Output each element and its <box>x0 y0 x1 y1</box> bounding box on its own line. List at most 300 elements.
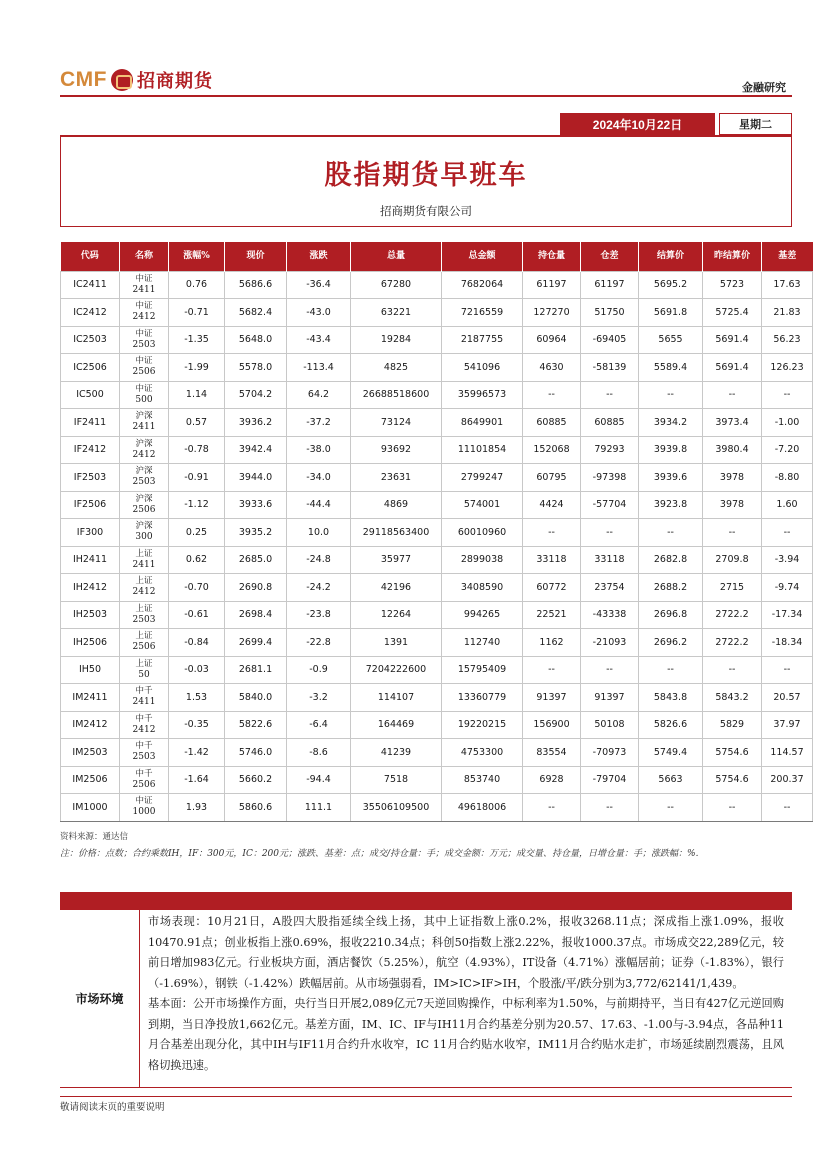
contract-name-cell <box>120 546 169 574</box>
table-cell: 1.14 <box>169 381 225 409</box>
table-cell: -34.0 <box>287 464 351 492</box>
table-cell: 7216559 <box>442 299 523 327</box>
table-row <box>61 409 813 437</box>
table-cell: -0.71 <box>169 299 225 327</box>
table-cell: -- <box>639 656 703 684</box>
column-header: 名称 <box>120 242 169 271</box>
table-cell: -- <box>762 794 813 822</box>
table-cell: 164469 <box>351 711 442 739</box>
table-cell: -- <box>581 519 639 547</box>
table-cell: 60885 <box>581 409 639 437</box>
table-cell: 5843.2 <box>703 684 762 712</box>
table-row <box>61 271 813 299</box>
table-body <box>61 271 813 821</box>
footer-disclaimer: 敬请阅读末页的重要说明 <box>60 1102 165 1113</box>
table-cell: -113.4 <box>287 354 351 382</box>
title-box <box>60 135 792 227</box>
table-cell: 35996573 <box>442 381 523 409</box>
table-cell: 60795 <box>523 464 581 492</box>
table-row <box>61 354 813 382</box>
table-cell: 127270 <box>523 299 581 327</box>
contract-index-name: 中证 <box>135 301 153 312</box>
contract-name-cell <box>120 271 169 299</box>
table-cell: 2696.8 <box>639 601 703 629</box>
table-cell: 73124 <box>351 409 442 437</box>
contract-code-cell: IH2503 <box>61 601 120 629</box>
table-cell: 20.57 <box>762 684 813 712</box>
table-cell: 1.53 <box>169 684 225 712</box>
table-cell: -69405 <box>581 326 639 354</box>
table-cell: -8.80 <box>762 464 813 492</box>
contract-name-cell <box>120 711 169 739</box>
table-cell: 2187755 <box>442 326 523 354</box>
date-bar <box>560 113 792 135</box>
column-header: 涨幅% <box>169 242 225 271</box>
logo-cmf-text: CMF <box>60 68 107 91</box>
table-cell: -- <box>762 381 813 409</box>
table-row <box>61 711 813 739</box>
contract-code-cell: IH2412 <box>61 574 120 602</box>
market-environment-section <box>60 910 792 1088</box>
table-cell: -97398 <box>581 464 639 492</box>
table-cell: 49618006 <box>442 794 523 822</box>
table-cell: 60885 <box>523 409 581 437</box>
table-cell: 574001 <box>442 491 523 519</box>
table-row <box>61 299 813 327</box>
table-cell: 5691.4 <box>703 354 762 382</box>
table-cell: 5682.4 <box>225 299 287 327</box>
column-header: 结算价 <box>639 242 703 271</box>
table-cell: 2685.0 <box>225 546 287 574</box>
contract-code-cell: IF2412 <box>61 436 120 464</box>
contract-name-cell <box>120 409 169 437</box>
table-note: 注：价格：点数；合约乘数IH，IF：300元，IC：200元；涨跌、基差：点；成交/持仓量：手；成交金额：万元；成交量、持仓量，日增仓量：手；涨跌幅：%. <box>60 849 699 859</box>
contract-code-cell: IM2503 <box>61 739 120 767</box>
contract-month: 2411 <box>132 697 156 708</box>
table-cell: 56.23 <box>762 326 813 354</box>
market-environment-body <box>140 910 792 1087</box>
table-cell: 1162 <box>523 629 581 657</box>
table-cell: -- <box>523 656 581 684</box>
table-cell: 5723 <box>703 271 762 299</box>
logo-chinese-text: 招商期货 <box>137 71 213 92</box>
table-cell: -36.4 <box>287 271 351 299</box>
table-cell: 41239 <box>351 739 442 767</box>
table-cell: 2722.2 <box>703 629 762 657</box>
table-cell: 0.62 <box>169 546 225 574</box>
contract-month: 2411 <box>132 422 156 433</box>
table-row <box>61 629 813 657</box>
table-cell: 3939.6 <box>639 464 703 492</box>
table-cell: 23754 <box>581 574 639 602</box>
table-cell: -- <box>762 519 813 547</box>
table-cell: -94.4 <box>287 766 351 794</box>
table-cell: 3923.8 <box>639 491 703 519</box>
table-row <box>61 326 813 354</box>
table-cell: 5704.2 <box>225 381 287 409</box>
table-cell: -79704 <box>581 766 639 794</box>
table-cell: 5686.6 <box>225 271 287 299</box>
table-header-row <box>61 242 813 271</box>
report-date: 2024年10月22日 <box>560 113 715 135</box>
header-divider <box>60 95 792 97</box>
table-cell: 3980.4 <box>703 436 762 464</box>
table-cell: 5578.0 <box>225 354 287 382</box>
report-weekday: 星期二 <box>719 113 792 135</box>
contract-month: 2503 <box>132 614 156 625</box>
table-cell: -3.2 <box>287 684 351 712</box>
table-cell: 5655 <box>639 326 703 354</box>
table-cell: 2799247 <box>442 464 523 492</box>
table-cell: 111.1 <box>287 794 351 822</box>
contract-name-cell <box>120 326 169 354</box>
table-cell: 152068 <box>523 436 581 464</box>
contract-month: 2412 <box>132 587 156 598</box>
table-cell: -23.8 <box>287 601 351 629</box>
market-performance-paragraph: 市场表现：10月21日，A股四大股指延续全线上扬，其中上证指数上涨0.2%，报收3268.11点；深成指上涨1.09%，报收10470.91点；创业板指上涨0.69%，报收2210.34点；科创50指数上涨2.22%，报收1000.37点。市场成交22,289亿元，较前日增加983亿元。行业板块方面，酒店餐饮（5.25%），航空（4.93%），IT设备（4.71%）涨幅居前；证券（-1.83%），银行（-1.69%），钢铁（-1.42%）跌幅居前。从市场强弱看，IM>IC>IF>IH，个股涨/平/跌分别为3,772/62141/1,439。 <box>148 915 784 990</box>
table-cell: -- <box>703 381 762 409</box>
table-cell: -22.8 <box>287 629 351 657</box>
table-row <box>61 574 813 602</box>
table-cell: 93692 <box>351 436 442 464</box>
table-row <box>61 436 813 464</box>
table-row <box>61 739 813 767</box>
contract-month: 2506 <box>132 642 156 653</box>
table-cell: 114107 <box>351 684 442 712</box>
table-cell: 3944.0 <box>225 464 287 492</box>
table-cell: 541096 <box>442 354 523 382</box>
table-cell: -43338 <box>581 601 639 629</box>
contract-index-name: 上证 <box>135 548 153 559</box>
table-cell: 126.23 <box>762 354 813 382</box>
contract-name-cell <box>120 381 169 409</box>
table-cell: -0.78 <box>169 436 225 464</box>
logo-emblem-icon <box>111 69 133 91</box>
table-cell: 19220215 <box>442 711 523 739</box>
contract-month: 2503 <box>132 752 156 763</box>
table-cell: 0.76 <box>169 271 225 299</box>
table-cell: 5822.6 <box>225 711 287 739</box>
table-cell: 21.83 <box>762 299 813 327</box>
table-row <box>61 546 813 574</box>
contract-code-cell: IM2506 <box>61 766 120 794</box>
table-cell: 5840.0 <box>225 684 287 712</box>
contract-name-cell <box>120 491 169 519</box>
table-cell: 5749.4 <box>639 739 703 767</box>
table-cell: -1.64 <box>169 766 225 794</box>
table-cell: 29118563400 <box>351 519 442 547</box>
table-cell: -- <box>703 656 762 684</box>
table-cell: 2722.2 <box>703 601 762 629</box>
table-cell: 61197 <box>523 271 581 299</box>
table-cell: -43.4 <box>287 326 351 354</box>
table-cell: 5746.0 <box>225 739 287 767</box>
contract-code-cell: IM2412 <box>61 711 120 739</box>
contract-name-cell <box>120 739 169 767</box>
table-cell: -43.0 <box>287 299 351 327</box>
table-cell: 23631 <box>351 464 442 492</box>
company-name: 招商期货有限公司 <box>380 204 472 218</box>
contract-month: 2506 <box>132 367 156 378</box>
table-cell: 79293 <box>581 436 639 464</box>
table-cell: 51750 <box>581 299 639 327</box>
table-cell: -58139 <box>581 354 639 382</box>
table-cell: 5648.0 <box>225 326 287 354</box>
table-cell: 994265 <box>442 601 523 629</box>
data-source: 资料来源：通达信 <box>60 832 129 842</box>
contract-name-cell <box>120 574 169 602</box>
column-header: 基差 <box>762 242 813 271</box>
table-cell: 60772 <box>523 574 581 602</box>
contract-code-cell: IH2411 <box>61 546 120 574</box>
table-cell: 19284 <box>351 326 442 354</box>
table-cell: 26688518600 <box>351 381 442 409</box>
table-cell: -1.99 <box>169 354 225 382</box>
table-cell: 156900 <box>523 711 581 739</box>
contract-name-cell <box>120 354 169 382</box>
table-cell: 22521 <box>523 601 581 629</box>
table-cell: -21093 <box>581 629 639 657</box>
table-cell: 0.57 <box>169 409 225 437</box>
table-cell: -0.84 <box>169 629 225 657</box>
table-cell: 5843.8 <box>639 684 703 712</box>
contract-name-cell <box>120 684 169 712</box>
table-row <box>61 381 813 409</box>
table-cell: -- <box>639 381 703 409</box>
contract-index-name: 沪深 <box>135 466 153 477</box>
contract-month: 2412 <box>132 449 156 460</box>
contract-name-cell <box>120 436 169 464</box>
table-cell: -0.91 <box>169 464 225 492</box>
table-cell: -- <box>703 519 762 547</box>
contract-code-cell: IC2503 <box>61 326 120 354</box>
contract-code-cell: IM2411 <box>61 684 120 712</box>
table-cell: 2696.2 <box>639 629 703 657</box>
contract-index-name: 沪深 <box>135 411 153 422</box>
contract-name-cell <box>120 766 169 794</box>
table-cell: -37.2 <box>287 409 351 437</box>
table-cell: 3978 <box>703 464 762 492</box>
contract-index-name: 中千 <box>135 741 153 752</box>
table-cell: 200.37 <box>762 766 813 794</box>
table-cell: 63221 <box>351 299 442 327</box>
table-cell: -- <box>581 381 639 409</box>
table-cell: 112740 <box>442 629 523 657</box>
table-cell: 114.57 <box>762 739 813 767</box>
table-cell: 83554 <box>523 739 581 767</box>
table-cell: 2709.8 <box>703 546 762 574</box>
table-cell: 7682064 <box>442 271 523 299</box>
contract-index-name: 上证 <box>135 658 153 669</box>
table-cell: 7518 <box>351 766 442 794</box>
contract-index-name: 中千 <box>135 686 153 697</box>
table-cell: 2681.1 <box>225 656 287 684</box>
table-cell: 60010960 <box>442 519 523 547</box>
contract-index-name: 沪深 <box>135 493 153 504</box>
table-cell: 67280 <box>351 271 442 299</box>
footer-divider <box>60 1096 792 1097</box>
table-cell: 10.0 <box>287 519 351 547</box>
table-row <box>61 794 813 822</box>
table-cell: 853740 <box>442 766 523 794</box>
contract-index-name: 中千 <box>135 768 153 779</box>
futures-table <box>60 242 813 822</box>
table-cell: -- <box>581 794 639 822</box>
contract-name-cell <box>120 656 169 684</box>
contract-code-cell: IH2506 <box>61 629 120 657</box>
column-header: 昨结算价 <box>703 242 762 271</box>
table-cell: 91397 <box>523 684 581 712</box>
table-cell: -1.00 <box>762 409 813 437</box>
column-header: 现价 <box>225 242 287 271</box>
contract-month: 2503 <box>132 477 156 488</box>
table-cell: 4753300 <box>442 739 523 767</box>
table-cell: 5695.2 <box>639 271 703 299</box>
report-title: 股指期货早班车 <box>324 160 528 191</box>
table-row <box>61 491 813 519</box>
table-cell: -0.70 <box>169 574 225 602</box>
table-cell: 35506109500 <box>351 794 442 822</box>
table-cell: 3978 <box>703 491 762 519</box>
table-cell: 5826.6 <box>639 711 703 739</box>
table-cell: 4424 <box>523 491 581 519</box>
contract-code-cell: IM1000 <box>61 794 120 822</box>
table-cell: 2698.4 <box>225 601 287 629</box>
contract-index-name: 中证 <box>135 356 153 367</box>
table-cell: 15795409 <box>442 656 523 684</box>
table-cell: -6.4 <box>287 711 351 739</box>
table-cell: 1391 <box>351 629 442 657</box>
table-cell: 33118 <box>581 546 639 574</box>
table-cell: 1.60 <box>762 491 813 519</box>
contract-name-cell <box>120 519 169 547</box>
table-cell: 50108 <box>581 711 639 739</box>
table-row <box>61 519 813 547</box>
table-cell: 5860.6 <box>225 794 287 822</box>
table-cell: 60964 <box>523 326 581 354</box>
contract-code-cell: IF300 <box>61 519 120 547</box>
table-cell: -1.42 <box>169 739 225 767</box>
contract-code-cell: IF2411 <box>61 409 120 437</box>
table-row <box>61 684 813 712</box>
column-header: 总量 <box>351 242 442 271</box>
table-cell: 13360779 <box>442 684 523 712</box>
table-cell: 5691.8 <box>639 299 703 327</box>
contract-index-name: 中证 <box>135 796 153 807</box>
fundamentals-paragraph: 基本面：公开市场操作方面，央行当日开展2,089亿元7天逆回购操作，中标利率为1.50%，与前期持平，当日有427亿元逆回购到期，当日净投放1,662亿元。基差方面，IM、IC、IF与IH11月合约基差分别为20.57、17.63、-1.00与-3.94点，各品种11月合基差出现分化，其中IH与IF11月合约升水收窄，IC 11月合约贴水收窄，IM11月合约贴水走扩，市场延续剧烈震荡，且风格切换迅速。 <box>148 997 784 1072</box>
table-cell: 8649901 <box>442 409 523 437</box>
contract-index-name: 沪深 <box>135 521 153 532</box>
contract-index-name: 上证 <box>135 631 153 642</box>
table-cell: -24.8 <box>287 546 351 574</box>
table-cell: 37.97 <box>762 711 813 739</box>
contract-month: 500 <box>135 394 153 405</box>
table-cell: -- <box>581 656 639 684</box>
table-cell: -44.4 <box>287 491 351 519</box>
company-logo <box>60 66 213 94</box>
table-cell: 5754.6 <box>703 766 762 794</box>
contract-index-name: 上证 <box>135 576 153 587</box>
contract-index-name: 中证 <box>135 328 153 339</box>
table-cell: -- <box>639 519 703 547</box>
contract-month: 2506 <box>132 504 156 515</box>
contract-name-cell <box>120 601 169 629</box>
table-cell: 35977 <box>351 546 442 574</box>
table-cell: 3942.4 <box>225 436 287 464</box>
table-cell: 64.2 <box>287 381 351 409</box>
table-cell: -7.20 <box>762 436 813 464</box>
table-cell: 17.63 <box>762 271 813 299</box>
contract-code-cell: IH50 <box>61 656 120 684</box>
table-cell: 33118 <box>523 546 581 574</box>
contract-index-name: 沪深 <box>135 438 153 449</box>
contract-month: 2411 <box>132 284 156 295</box>
contract-month: 2411 <box>132 559 156 570</box>
table-cell: 12264 <box>351 601 442 629</box>
table-cell: -0.61 <box>169 601 225 629</box>
table-cell: 3933.6 <box>225 491 287 519</box>
table-cell: -- <box>523 381 581 409</box>
contract-month: 2412 <box>132 724 156 735</box>
contract-month: 2506 <box>132 779 156 790</box>
contract-index-name: 中证 <box>135 273 153 284</box>
table-cell: 4630 <box>523 354 581 382</box>
table-cell: -0.03 <box>169 656 225 684</box>
contract-month: 1000 <box>132 807 156 818</box>
table-cell: -57704 <box>581 491 639 519</box>
table-cell: 2688.2 <box>639 574 703 602</box>
table-cell: -38.0 <box>287 436 351 464</box>
table-cell: 3934.2 <box>639 409 703 437</box>
contract-index-name: 上证 <box>135 603 153 614</box>
table-cell: 4869 <box>351 491 442 519</box>
table-cell: 2715 <box>703 574 762 602</box>
table-cell: -70973 <box>581 739 639 767</box>
table-cell: 42196 <box>351 574 442 602</box>
table-cell: 3939.8 <box>639 436 703 464</box>
table-cell: -- <box>762 656 813 684</box>
table-cell: 3936.2 <box>225 409 287 437</box>
table-cell: 5754.6 <box>703 739 762 767</box>
table-cell: 2899038 <box>442 546 523 574</box>
table-cell: -0.9 <box>287 656 351 684</box>
column-header: 代码 <box>61 242 120 271</box>
contract-name-cell <box>120 629 169 657</box>
table-cell: -9.74 <box>762 574 813 602</box>
table-cell: 2682.8 <box>639 546 703 574</box>
table-cell: -- <box>523 794 581 822</box>
table-cell: 61197 <box>581 271 639 299</box>
table-cell: -8.6 <box>287 739 351 767</box>
contract-month: 2412 <box>132 312 156 323</box>
table-cell: 1.93 <box>169 794 225 822</box>
table-cell: -1.35 <box>169 326 225 354</box>
contract-month: 300 <box>135 532 153 543</box>
table-cell: 3935.2 <box>225 519 287 547</box>
contract-code-cell: IC2412 <box>61 299 120 327</box>
table-cell: 5589.4 <box>639 354 703 382</box>
table-cell: 5663 <box>639 766 703 794</box>
report-category: 金融研究 <box>742 81 786 94</box>
contract-index-name: 中千 <box>135 713 153 724</box>
contract-index-name: 中证 <box>135 383 153 394</box>
column-header: 仓差 <box>581 242 639 271</box>
table-cell: -- <box>703 794 762 822</box>
table-cell: -- <box>639 794 703 822</box>
table-cell: -17.34 <box>762 601 813 629</box>
table-row <box>61 766 813 794</box>
table-cell: -0.35 <box>169 711 225 739</box>
